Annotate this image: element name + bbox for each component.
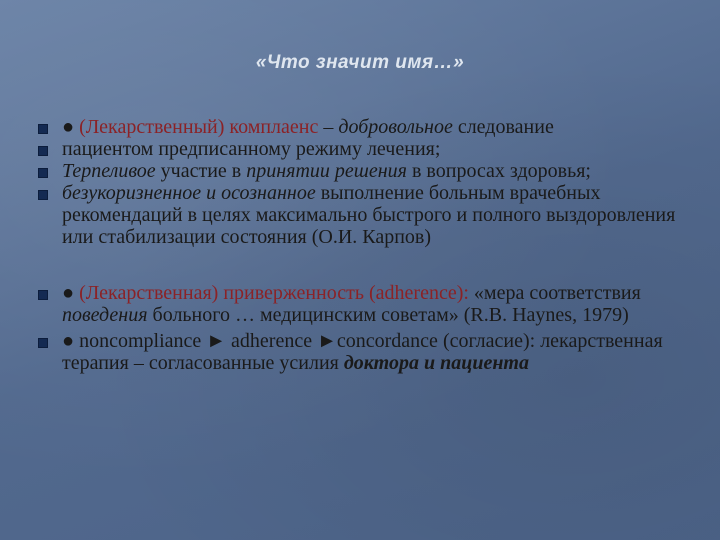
item-rest: выполнение больным врачебных рекомендаций в целях максимально быстрого и полного выздоровления или стабилизации состояния (О.И. Карпов) bbox=[62, 182, 676, 248]
list-item bbox=[38, 330, 678, 374]
item-rest1: «мера соответствия bbox=[468, 282, 641, 304]
item-rest: следование bbox=[452, 116, 554, 138]
square-bullet-icon bbox=[38, 190, 48, 200]
item-mid: участие в bbox=[155, 160, 247, 182]
bullet-list bbox=[38, 116, 678, 374]
square-bullet-icon bbox=[38, 338, 48, 348]
list-item bbox=[38, 116, 678, 138]
list-item bbox=[38, 160, 678, 182]
item-rest: в вопросах здоровья; bbox=[406, 160, 591, 182]
list-item bbox=[38, 282, 678, 326]
item-lead: ● bbox=[62, 282, 80, 304]
square-bullet-icon bbox=[38, 146, 48, 156]
italic-decision: принятии решения bbox=[246, 160, 407, 182]
item-rest2: больного … медицинским советам» (R.B. Haynes, 1979) bbox=[147, 304, 629, 326]
list-item bbox=[38, 182, 678, 248]
square-bullet-icon bbox=[38, 290, 48, 300]
italic-voluntary: добровольное bbox=[338, 116, 453, 138]
item-lead: ● bbox=[62, 116, 80, 138]
item-text: ● noncompliance ► adherence ►concordance (согласие): лекарственная терапия – согласованные усилия bbox=[62, 330, 663, 374]
item-text: пациентом предписанному режиму лечения; bbox=[62, 138, 441, 160]
item-dash: – bbox=[318, 116, 339, 138]
square-bullet-icon bbox=[38, 124, 48, 134]
term-adherence: (Лекарственная) приверженность (adherence): bbox=[79, 282, 469, 304]
italic-patient: Терпеливое bbox=[62, 160, 156, 182]
slide-title: «Что значит имя…» bbox=[255, 52, 465, 73]
list-item bbox=[38, 138, 678, 160]
square-bullet-icon bbox=[38, 168, 48, 178]
term-compliance: (Лекарственный) комплаенс bbox=[79, 116, 319, 138]
bold-italic-doctor-patient: доктора и пациента bbox=[343, 352, 529, 374]
italic-flawless: безукоризненное и осознанное bbox=[62, 182, 316, 204]
italic-behavior: поведения bbox=[62, 304, 148, 326]
